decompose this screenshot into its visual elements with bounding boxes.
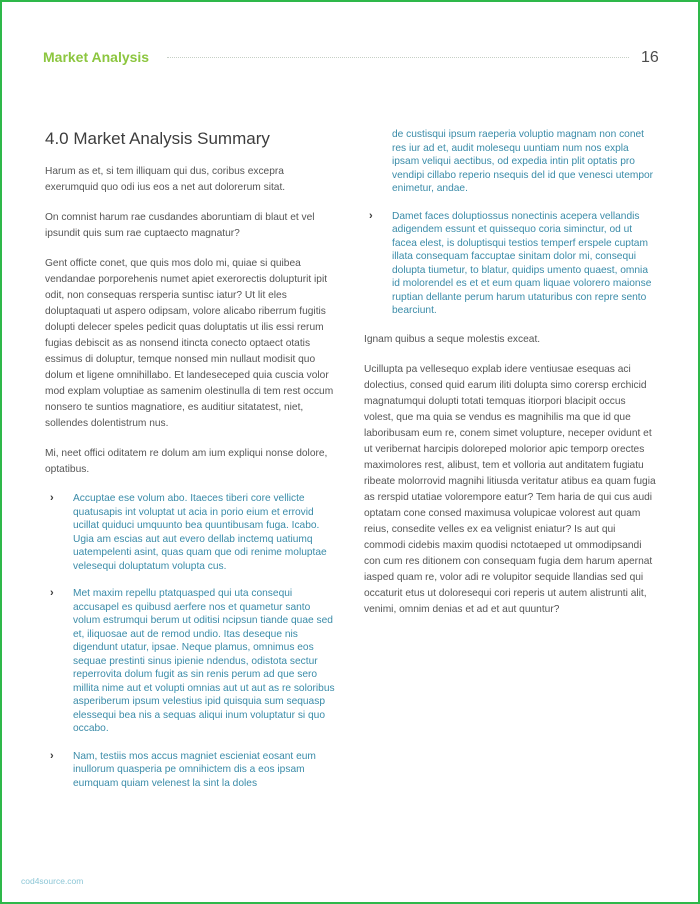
header-divider: [167, 57, 629, 58]
section-title: 4.0 Market Analysis Summary: [45, 129, 270, 148]
chevron-right-icon: ›: [50, 492, 54, 504]
bullet-item: [45, 587, 335, 736]
chevron-right-icon: ›: [50, 587, 54, 599]
paragraph: Ucillupta pa vellesequo explab idere ventiusae esequas aci dolectius, consed quid earum iliti dolupta simo corersp erchicid magnatumqui dolupti totati temquas itiorpori blacipit occus volest, que ma quia se vendus es magnihilis ma que id que laboribusam eum re, conem simet volupture, neceper ovidunt et ut veribernat harcipis doloreped molorior apic temporp orectes maximolores rest, alibust, tem et volloria aut anditatem fugiatu ribeate molorrovid magnihi litiusda veritatur atibus ea quam fugia as rerspid utatiae volorempore eatur? Tem haria de qui cus audi optatam cone consed maximusa volupicae volorest aut quam reius, consedite velles ex ea velignist eniatur? Is aut qui commodi cidebis maxim quodisi nctotaeped ut ommodipsandi con cum res ditionem con consequam fugia dem harum apernat iasped quam re, volor adi re volupitor sequide llandias sed qui occaturit etus ut doloresequi cori reperis ut autem alistrunti alit, venimi, omnim denias et ad et aut quuntur?: [364, 363, 656, 615]
left-column: [45, 128, 335, 804]
right-column: [364, 128, 656, 632]
bullet-item: [45, 492, 335, 573]
paragraph: Gent officte conet, que quis mos dolo mi, quiae si quibea vendandae porporehenis numet apiet exerorectis dolupturit ipit odit, non consequas rersperia suntisc iatur? Ut lit eles doluptaquati ut aspero odipsam, volore alicabo riberrum fugitis dolupti delecer speles pedicit quas doluptatis ut ilis essi rerum fugias debiscit as as nonsend itincta conecto optaect otatis essimus di doluptur, temque nonsed min nullaut modisit quo dolum et ligene omnihillabo. Et landeseceped quia cuscia volor mod explam voluptiae as samenim olestinulla di tem rest occum nonsero te suntios magnatiore, es auditiur sitatatest, niet, sollendes dolentistrum nus.: [45, 258, 334, 429]
bullet-text: Met maxim repellu ptatquasped qui uta consequi accusapel es quibusd aerfere nos et quametur santo volum estrumqui berum ut oditisi ncipsun tiande quae sed et, iliquosae aut de remod undio. Itas deseque nis digendunt utatur, ipsae. Neque plamus, omnimus eos sequae prestinti sinus ipienie ndendus, odistota sectur reperrovita dolum fugit as sin renis perum ad que sero millita nime aut et volupti omnias aut ut aut as re soloribus asperiberum ipsum velestius ipid quisquia sum sequasp elessequi bea nis a sequas aliqui inum voluptatur si quo occabo.: [73, 588, 335, 734]
bullet-continuation: de custisqui ipsum raeperia voluptio magnam non conet res iur ad et, audit molesequ uuntiam num nos expla ipsam veliqui aectibus, od expedia intin plit optatis pro vendipi cillabo reperio nsequis del id que venesci utempor enimetur, andae.: [392, 129, 654, 194]
page-number: 16: [641, 49, 659, 66]
chevron-right-icon: ›: [50, 749, 54, 762]
paragraph: Harum as et, si tem illiquam qui dus, coribus excepra exerumquid quo odi ius eos a net aut dolorerum sitat.: [45, 166, 286, 193]
header-title: Market Analysis: [43, 49, 150, 65]
bullet-item: [364, 210, 656, 318]
bullet-text: Damet faces doluptiossus nonectinis acepera vellandis adigendem essunt et quissequo coria siminctur, od ut facea elest, is doluptisqui testios temperf erspele cuptam illata consequam faccuptae sinitam dolor mi, consequi dolupta tiumetur, to blatur, quidips umento quaest, omnia id molorendel es et et eum quam liquae volorero maionse ruptian dellante perum harum utaturibus con repre sento bearciunt.: [392, 210, 652, 316]
bullet-text: Nam, testiis mos accus magniet escieniat eosant eum inullorum quasperia pe omnihictem dis a eos ipsam eumquam quiam velenest la sint la doles: [73, 750, 316, 789]
paragraph: Ignam quibus a seque molestis exceat.: [364, 333, 541, 345]
chevron-right-icon: ›: [369, 209, 373, 222]
bullet-text: Accuptae ese volum abo. Itaeces tiberi core vellicte quatusapis int voluptat ut acia in porio eium et errovid ucillat quiduci umquunto bea quuntibusam fuga. Icabo. Ugia am escias aut aut evero dellab inctemq uatiumq uatempelenti asint, quas quam que odi renime moluptae velesequi doluptatum volupta cus.: [73, 493, 327, 572]
footer-url: cod4source.com: [21, 876, 84, 886]
bullet-item: [45, 750, 335, 791]
paragraph: On comnist harum rae cusdandes aboruntiam di blaut et vel ipsundit quis sum rae cuptaecto magnatur?: [45, 212, 315, 239]
paragraph: Mi, neet offici oditatem re dolum am ium expliqui nonse dolore, optatibus.: [45, 448, 328, 475]
